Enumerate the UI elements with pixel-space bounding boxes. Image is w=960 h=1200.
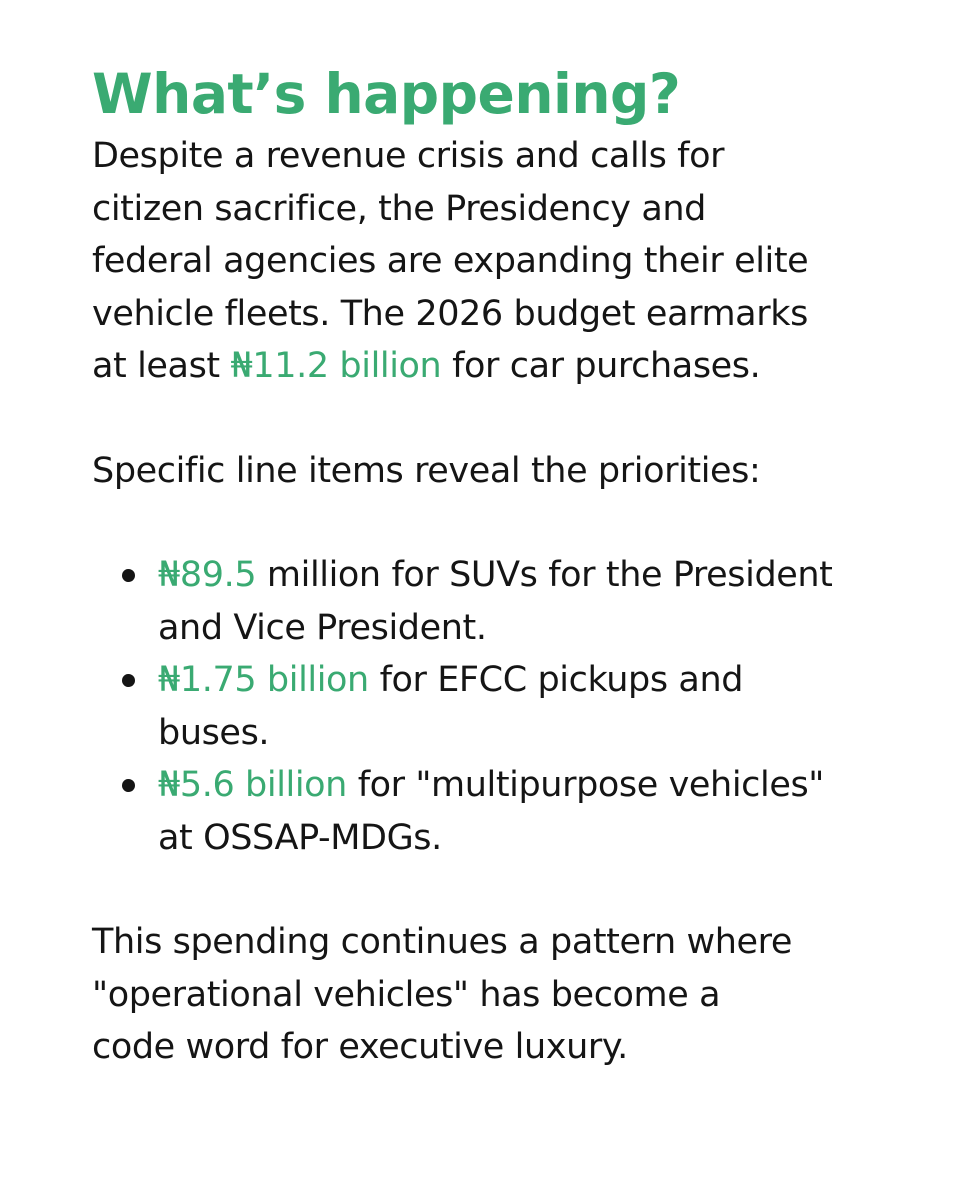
- list-item: [158, 549, 858, 654]
- item-amount: ₦5.6 billion: [158, 765, 347, 805]
- conclusion-paragraph: This spending continues a pattern where "operational vehicles" has become a code word for executive luxury.: [92, 922, 793, 1067]
- item-text: million for SUVs for the President and Vice President.: [158, 555, 833, 648]
- spacer: [92, 393, 912, 445]
- article-card: [92, 58, 912, 1074]
- intro-paragraph: [92, 130, 812, 393]
- item-text: for EFCC pickups and buses.: [158, 660, 744, 753]
- item-amount: ₦89.5: [158, 555, 257, 595]
- spacer: [92, 497, 912, 549]
- item-amount: ₦1.75 billion: [158, 660, 369, 700]
- bullet-icon: [122, 569, 135, 582]
- spacer: [92, 864, 912, 916]
- priorities-intro: Specific line items reveal the priorities:: [92, 450, 761, 491]
- intro-highlight-amount: ₦11.2 billion: [230, 346, 442, 386]
- page-title: What’s happening?: [92, 62, 681, 126]
- bullet-icon: [122, 674, 135, 687]
- bullet-icon: [122, 779, 135, 792]
- intro-text-before: Despite a revenue crisis and calls for citizen sacrifice, the Presidency and federal agencies are expanding their elite vehicle fleets. The 2026 budget earmarks at least: [92, 136, 809, 386]
- list-item: [158, 654, 858, 759]
- line-items-list: [92, 549, 858, 864]
- intro-text-after: for car purchases.: [441, 346, 761, 386]
- item-text: for "multipurpose vehicles" at OSSAP-MDGs.: [158, 765, 824, 858]
- list-item: [158, 759, 858, 864]
